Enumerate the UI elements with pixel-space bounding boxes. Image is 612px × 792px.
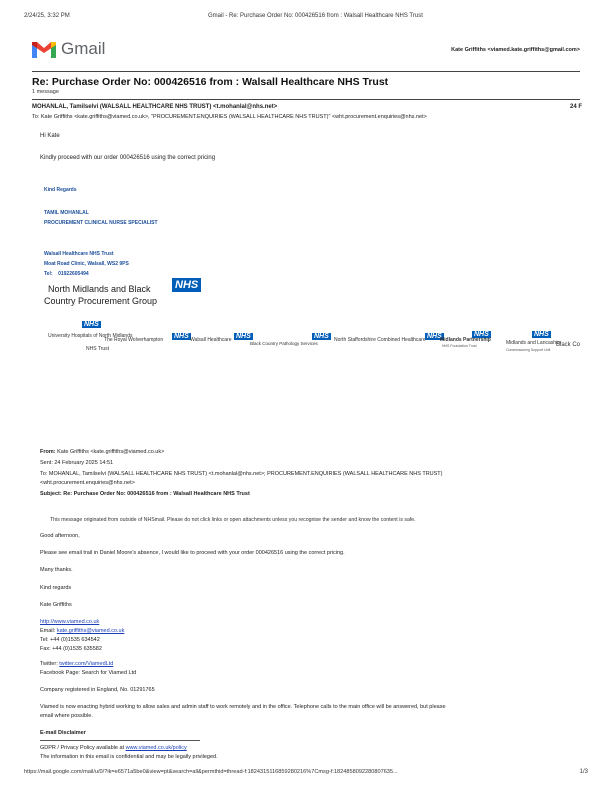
- message-count: 1 message: [32, 89, 59, 95]
- sig-org: Walsall Healthcare NHS Trust: [44, 251, 114, 257]
- partner-name: The Royal Wolverhampton: [104, 337, 164, 343]
- quoted-to: To: MOHANLAL, Tamilselvi (WALSALL HEALTHCARE NHS TRUST) <t.mohanlal@nhs.net>; PROCUREMENT.ENQUIRIES (WALSALL HEALTHCARE NHS TRUST): [40, 471, 443, 477]
- partner-name: Midlands Partnership: [440, 337, 491, 343]
- thread-subject: Re: Purchase Order No: 000426516 from : Walsall Healthcare NHS Trust: [32, 76, 389, 88]
- partner-name: Midlands and Lancashire: [506, 340, 562, 346]
- sig-role: PROCUREMENT CLINICAL NURSE SPECIALIST: [44, 220, 158, 226]
- quoted-body: Please see email trail in Daniel Moore's absence, I would like to proceed with your order 000426516 using the correct pricing.: [40, 550, 345, 556]
- external-warning: This message originated from outside of NHSmail. Please do not click links or open attachments unless you recognise the sender and know the content is safe.: [50, 517, 416, 523]
- quoted-tel: Tel: +44 (0)1535 634542: [40, 637, 100, 643]
- disclaimer-title: E-mail Disclaimer: [40, 730, 86, 736]
- partner-name: Walsall Healthcare: [190, 337, 232, 343]
- quoted-company: Company registered in England, No. 01291765: [40, 687, 155, 693]
- nhs-logo: NHS: [84, 321, 99, 328]
- nhs-logo: NHS: [427, 333, 442, 340]
- nhs-logo: NHS: [174, 333, 189, 340]
- divider: [32, 99, 580, 100]
- gdpr-link[interactable]: www.viamed.co.uk/policy: [125, 745, 187, 751]
- gdpr-label: GDPR / Privacy Policy available at: [40, 745, 125, 751]
- sig-tel-label: Tel:: [44, 271, 53, 277]
- sig-tel-number: 01922605494: [58, 271, 89, 277]
- nhs-logo: NHS: [474, 331, 489, 338]
- message-to: To: Kate Griffiths <kate.griffiths@viamed.co.uk>, "PROCUREMENT.ENQUIRIES (WALSALL HEALTHCARE NHS TRUST)" <wht.procurement.enquiries@nhs.net>: [32, 114, 427, 120]
- hybrid-notice: Viamed is now enacting hybrid working to allow sales and admin staff to work remotely and in the office. Telephone calls to the main office will be answered, but please: [40, 704, 446, 710]
- divider: [32, 71, 580, 72]
- banner-line2: Country Procurement Group: [44, 296, 158, 306]
- quoted-from-label: From:: [40, 449, 56, 455]
- quoted-regards: Kind regards: [40, 585, 72, 591]
- message-body: Kindly proceed with our order 000426516 using the correct pricing: [40, 155, 216, 161]
- page-number: 1/3: [579, 769, 588, 775]
- print-datetime: 2/24/25, 3:32 PM: [24, 13, 70, 19]
- quoted-to-cont[interactable]: <wht.procurement.enquiries@nhs.net>: [40, 480, 135, 486]
- greeting: Hi Kate: [40, 133, 60, 139]
- quoted-greeting: Good afternoon,: [40, 533, 80, 539]
- partner-sub: Commissioning Support Unit: [506, 348, 551, 352]
- quoted-name: Kate Griffiths: [40, 602, 72, 608]
- print-title: Gmail - Re: Purchase Order No: 000426516 from : Walsall Healthcare NHS Trust: [208, 13, 423, 19]
- quoted-sent: Sent: 24 February 2025 14:51: [40, 460, 114, 466]
- print-url: https://mail.google.com/mail/u/0/?ik=e6571a5be0&view=pt&search=all&permthid=thread-f:1824315116859280216%7Cmsg-f:1824858092280807635...: [24, 769, 398, 775]
- hybrid-notice-cont: email where possible.: [40, 713, 93, 719]
- sig-tel: [44, 271, 89, 277]
- partner-sub: NHS Foundation Trust: [442, 344, 477, 348]
- quoted-thanks: Many thanks.: [40, 567, 73, 573]
- partner-name: Black Country Pathology Services: [250, 341, 318, 346]
- nhs-logo: NHS: [236, 333, 251, 340]
- twitter-link[interactable]: twitter.com/ViamedLtd: [59, 661, 114, 667]
- quoted-facebook: Facebook Page: Search for Viamed Ltd: [40, 670, 137, 676]
- disclaimer-rule: [40, 740, 200, 741]
- quoted-from-value: Kate Griffiths <kate.griffiths@viamed.co.uk>: [57, 449, 165, 455]
- nhs-logo: NHS: [534, 331, 549, 338]
- gmail-wordmark: Gmail: [61, 39, 106, 58]
- website-link[interactable]: http://www.viamed.co.uk: [40, 619, 100, 625]
- quoted-email: [40, 628, 124, 634]
- message-date: 24 F: [569, 104, 582, 110]
- email-label: Email:: [40, 628, 56, 634]
- twitter-label: Twitter:: [40, 661, 58, 667]
- quoted-fax: Fax: +44 (0)1535 635582: [40, 646, 102, 652]
- banner-line1: North Midlands and Black: [48, 284, 151, 294]
- nhs-logo: NHS: [172, 278, 201, 292]
- quoted-from: [40, 449, 164, 455]
- confidential-note: The information in this email is confidential and may be legally privileged.: [40, 754, 218, 760]
- partner-name: North Staffordshire Combined Healthcare: [334, 337, 426, 343]
- sig-name: TAMIL MOHANLAL: [44, 210, 89, 216]
- partner-sub: NHS Trust: [86, 346, 110, 352]
- quoted-subject: Subject: Re: Purchase Order No: 000426516 from : Walsall Healthcare NHS Trust: [40, 491, 250, 497]
- email-link[interactable]: kate.griffiths@viamed.co.uk: [56, 628, 125, 634]
- partner-name: Black Co: [556, 342, 581, 348]
- nhs-logo: NHS: [314, 333, 329, 340]
- gdpr-line: [40, 745, 187, 751]
- gmail-logo-icon: [32, 40, 56, 58]
- sig-regards: Kind Regards: [44, 187, 77, 193]
- partner-name: University Hospitals of North Midlands: [48, 333, 133, 339]
- message-from: MOHANLAL, Tamilselvi (WALSALL HEALTHCARE NHS TRUST) <t.mohanlal@nhs.net>: [32, 104, 278, 110]
- account-label: Kate Griffiths <viamed.kate.griffiths@gmail.com>: [451, 47, 580, 53]
- quoted-twitter: [40, 661, 113, 667]
- sig-address: Moat Road Clinic, Walsall, WS2 9PS: [44, 261, 129, 267]
